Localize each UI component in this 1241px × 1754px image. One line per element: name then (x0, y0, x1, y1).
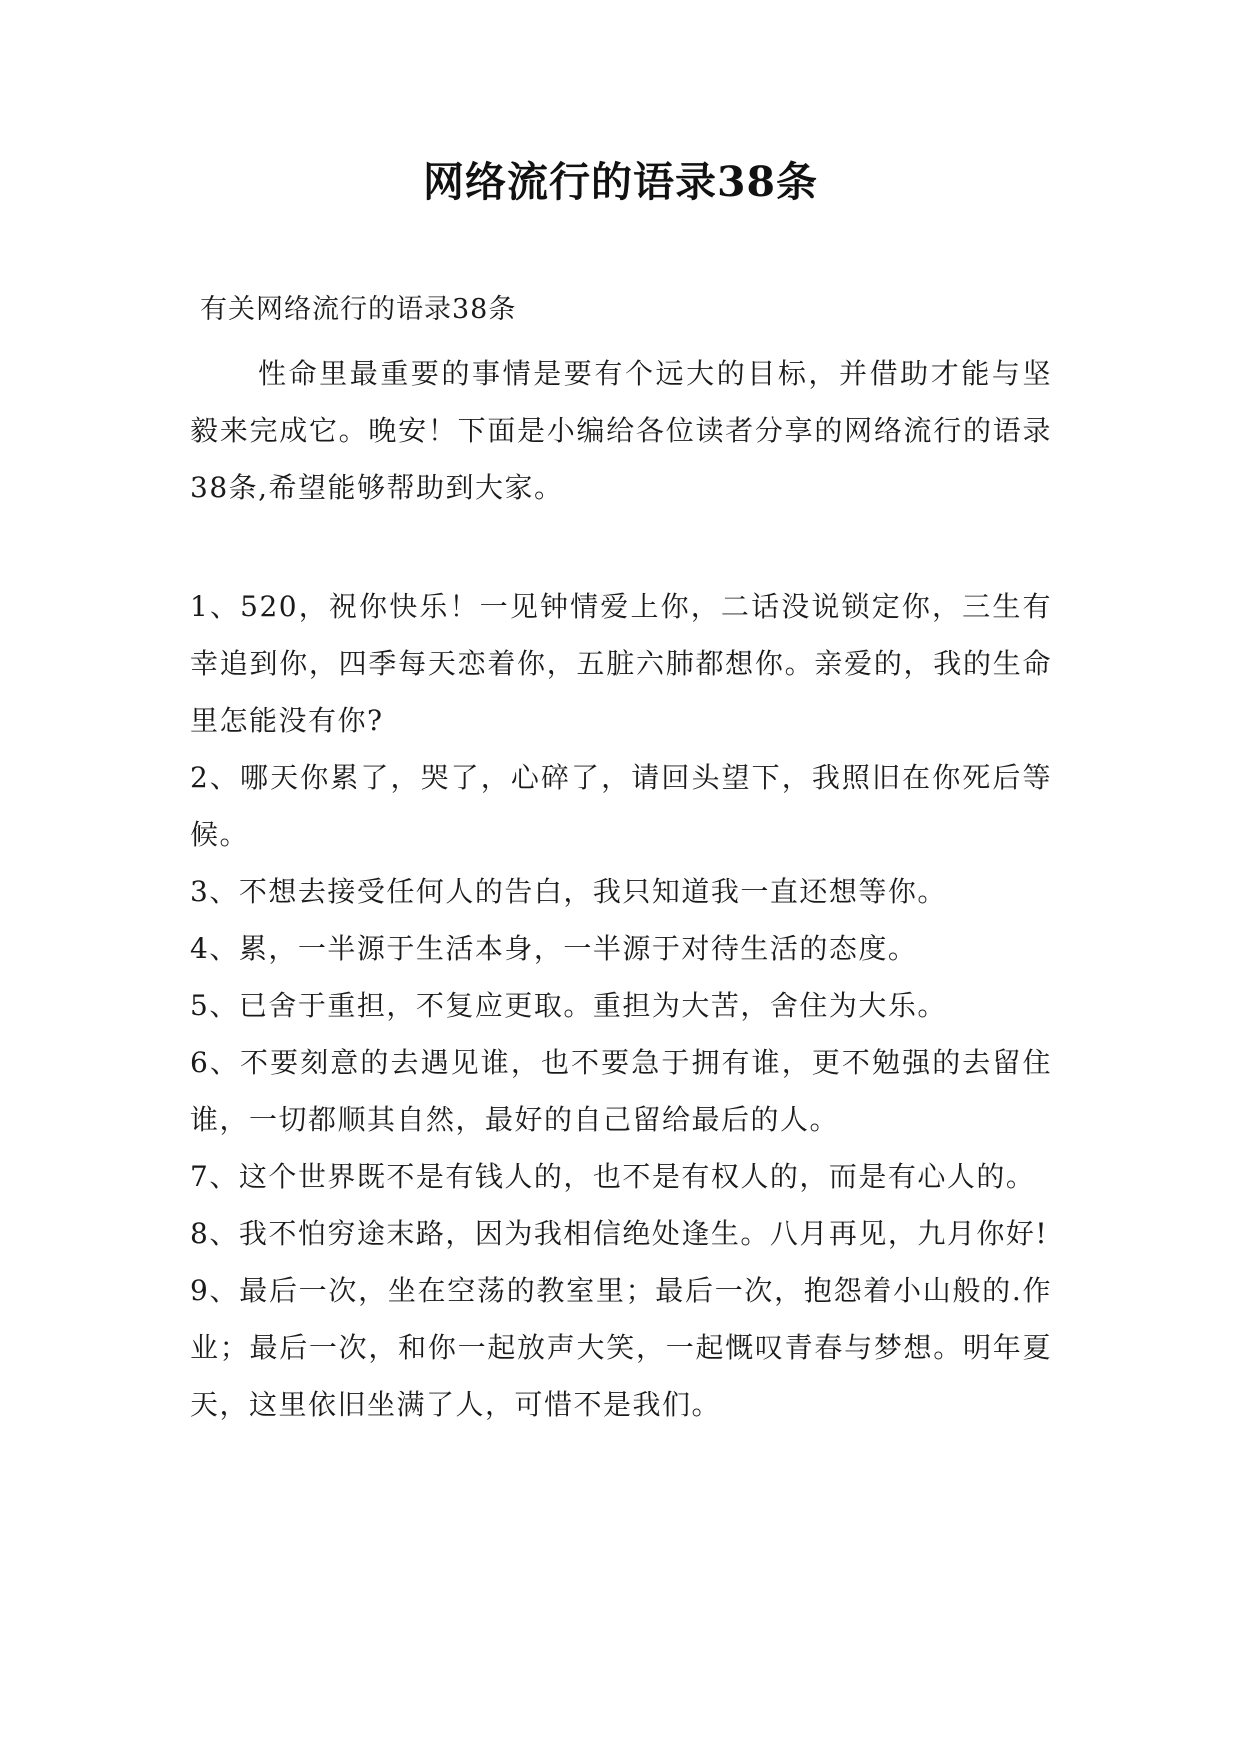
list-item: 5、已舍于重担，不复应更取。重担为大苦，舍住为大乐。 (190, 989, 947, 1022)
list-item: 9、最后一次，坐在空荡的教室里；最后一次，抱怨着小山般的.作业；最后一次，和你一起放声大笑，一起慨叹青春与梦想。明年夏天，这里依旧坐满了人，可惜不是我们。 (190, 1274, 1052, 1421)
page-title: 网络流行的语录38条 (422, 158, 819, 206)
intro-paragraph: 性命里最重要的事情是要有个远大的目标，并借助才能与坚毅来完成它。晚安！下面是小编给各位读者分享的网络流行的语录38条,希望能够帮助到大家。 (190, 357, 1052, 504)
list-item: 7、这个世界既不是有钱人的，也不是有权人的，而是有心人的。 (190, 1160, 1036, 1193)
subtitle: 有关网络流行的语录38条 (200, 294, 517, 325)
list-item: 4、累，一半源于生活本身，一半源于对待生活的态度。 (190, 932, 918, 965)
quote-list (190, 578, 1052, 1433)
list-item: 1、520，祝你快乐！一见钟情爱上你，二话没说锁定你，三生有幸追到你，四季每天恋着你，五脏六肺都想你。亲爱的，我的生命里怎能没有你? (190, 590, 1052, 737)
list-item: 8、我不怕穷途末路，因为我相信绝处逢生。八月再见，九月你好! (190, 1217, 1049, 1250)
list-item: 3、不想去接受任何人的告白，我只知道我一直还想等你。 (190, 875, 947, 908)
list-item: 6、不要刻意的去遇见谁，也不要急于拥有谁，更不勉强的去留住谁，一切都顺其自然，最好的自己留给最后的人。 (190, 1046, 1052, 1136)
list-item: 2、哪天你累了，哭了，心碎了，请回头望下，我照旧在你死后等候。 (190, 761, 1052, 851)
